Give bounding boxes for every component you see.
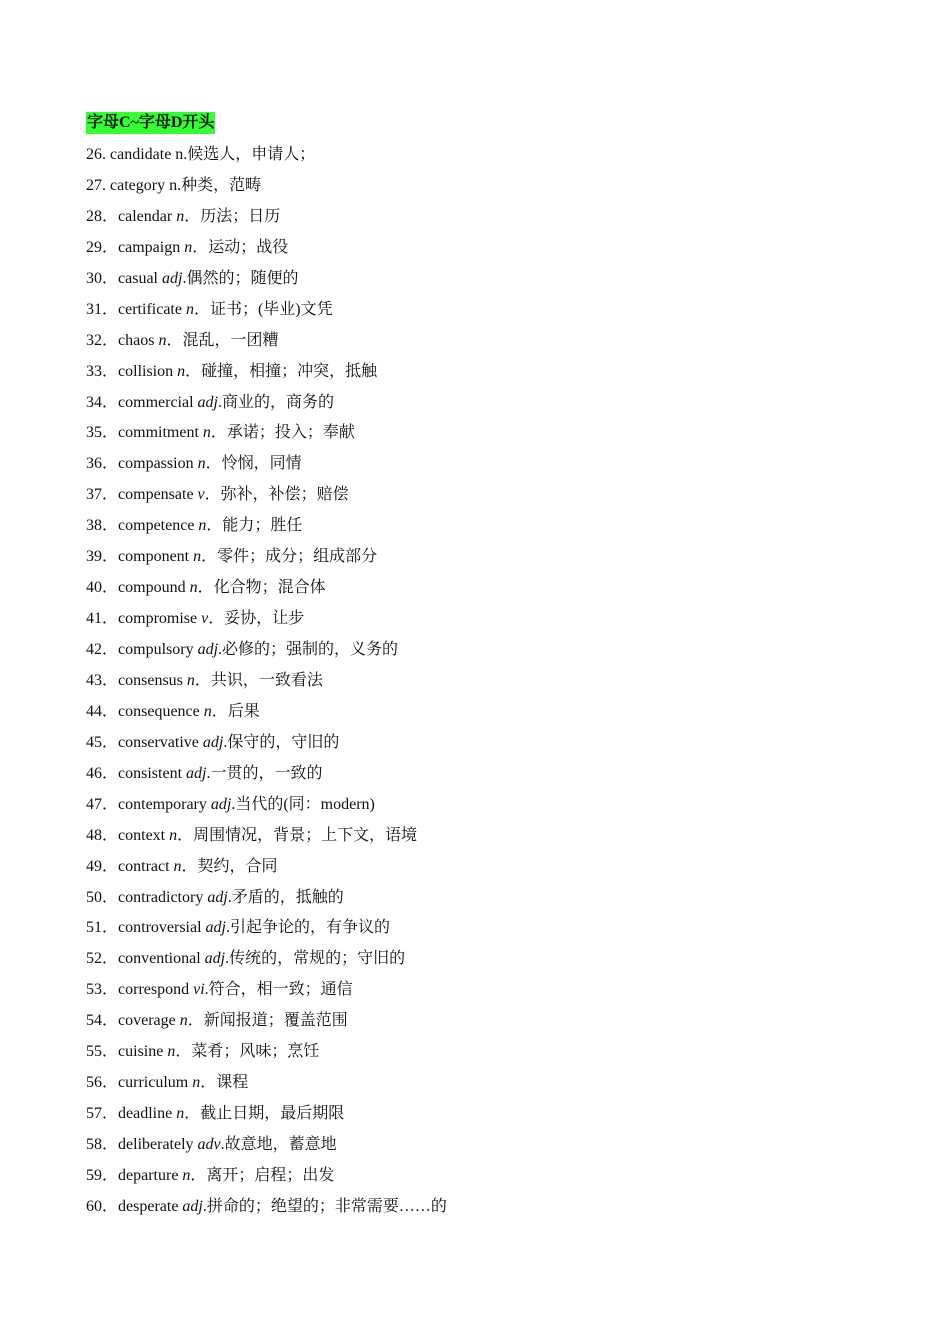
entry-part-of-speech: vi	[193, 981, 205, 999]
entry-number: 60．	[86, 1197, 119, 1215]
entry-word: compromise	[118, 610, 198, 628]
entry-part-of-speech: n.	[175, 146, 188, 163]
entry-part-of-speech: n	[158, 331, 167, 349]
entry-part-of-speech: n	[203, 702, 212, 720]
vocab-entry	[86, 917, 886, 939]
vocab-entry	[86, 670, 886, 692]
entry-part-of-speech: n	[167, 1043, 176, 1061]
entry-word: cuisine	[118, 1043, 164, 1061]
entry-number: 29．	[86, 238, 119, 256]
entry-number: 45．	[86, 733, 119, 751]
vocab-entry	[86, 299, 886, 321]
entry-number: 26.	[86, 146, 110, 163]
entry-part-of-speech: n	[176, 207, 185, 225]
entry-definition: ．妥协，让步	[208, 610, 305, 628]
entry-definition: 候选人，申请人；	[187, 146, 316, 163]
entry-definition: .偶然的；随便的	[182, 269, 299, 287]
entry-number: 44．	[86, 702, 119, 720]
entry-word: context	[118, 826, 166, 844]
entry-word: commitment	[118, 424, 199, 442]
vocab-entry	[86, 1134, 886, 1156]
entry-definition: .保守的，守旧的	[223, 733, 340, 751]
entry-word: deliberately	[118, 1136, 194, 1153]
vocab-entry	[86, 763, 886, 785]
entry-definition: .矛盾的，抵触的	[227, 888, 344, 906]
entry-number: 32．	[86, 331, 119, 349]
vocab-entry	[86, 361, 886, 383]
entry-part-of-speech: n	[179, 1012, 188, 1030]
entry-part-of-speech: n	[186, 671, 195, 689]
entry-word: conservative	[118, 733, 199, 751]
vocab-entry	[86, 732, 886, 754]
vocab-entry	[86, 1041, 886, 1063]
entry-definition: .拼命的；绝望的；非常需要……的	[202, 1197, 447, 1215]
entry-definition: ．历法；日历	[184, 207, 281, 225]
vocab-entry	[86, 330, 886, 352]
entry-definition: ．化合物；混合体	[197, 579, 326, 597]
entry-part-of-speech: adj	[186, 764, 207, 782]
entry-definition: .引起争论的，有争议的	[226, 919, 391, 937]
entry-definition: ．怜悯，同情	[205, 455, 302, 473]
entry-definition: .当代的(同：modern)	[231, 795, 375, 813]
entry-number: 43．	[86, 671, 119, 689]
entry-part-of-speech: n	[176, 1105, 185, 1123]
entry-number: 47．	[86, 795, 119, 813]
entry-number: 38．	[86, 517, 119, 535]
entry-definition: ．离开；启程；出发	[190, 1166, 335, 1184]
entry-definition: ．运动；战役	[192, 238, 289, 256]
entry-definition: .符合，相一致；通信	[204, 981, 353, 999]
entry-number: 52．	[86, 950, 119, 968]
entry-definition: ．零件；成分；组成部分	[201, 548, 378, 566]
entry-part-of-speech: n	[193, 548, 202, 566]
entry-word: departure	[118, 1166, 179, 1184]
entry-definition: .传统的，常规的；守旧的	[225, 950, 406, 968]
entry-word: contemporary	[118, 795, 207, 813]
entry-definition: ．课程	[200, 1074, 249, 1092]
vocab-entry	[86, 206, 886, 228]
entry-number: 53．	[86, 981, 119, 999]
entry-number: 31．	[86, 300, 119, 318]
entry-part-of-speech: n	[189, 579, 198, 597]
entry-word: casual	[118, 269, 158, 287]
vocab-entry	[86, 237, 886, 259]
vocab-entry	[86, 701, 886, 723]
entry-word: curriculum	[118, 1074, 189, 1092]
entry-word: coverage	[118, 1012, 176, 1030]
entry-definition: ．周围情况，背景；上下文，语境	[177, 826, 418, 844]
entry-definition: 种类，范畴	[181, 176, 262, 194]
entry-word: deadline	[118, 1105, 173, 1123]
vocab-entry	[86, 948, 886, 970]
entry-word: competence	[118, 517, 195, 535]
entry-definition: .一贯的，一致的	[206, 764, 323, 782]
vocab-entry	[86, 392, 886, 414]
entry-word: chaos	[118, 331, 155, 349]
entry-part-of-speech: adj	[162, 269, 183, 287]
entry-word: commercial	[118, 393, 194, 411]
vocab-entry	[86, 175, 886, 197]
vocab-entry	[86, 453, 886, 475]
entry-word: compassion	[118, 455, 194, 473]
entry-part-of-speech: n	[192, 1074, 201, 1092]
entry-word: controversial	[118, 919, 202, 937]
entry-part-of-speech: adj	[207, 888, 228, 906]
vocab-entry	[86, 887, 886, 909]
vocab-entry	[86, 422, 886, 444]
entry-part-of-speech: adj	[210, 795, 232, 813]
entry-part-of-speech: adj	[202, 733, 224, 751]
entry-definition: ．碰撞，相撞；冲突，抵触	[185, 362, 378, 380]
entry-definition: ．菜肴；风味；烹饪	[175, 1043, 320, 1061]
entry-definition: ．新闻报道；覆盖范围	[187, 1012, 348, 1030]
entry-part-of-speech: adj	[197, 641, 219, 658]
entry-part-of-speech: n	[202, 424, 211, 442]
entry-definition: ．后果	[211, 702, 260, 720]
entry-number: 40．	[86, 579, 119, 597]
vocab-entry	[86, 979, 886, 1001]
entry-word: calendar	[118, 207, 173, 225]
vocab-entry	[86, 144, 886, 166]
entry-definition: ．契约，合同	[181, 857, 278, 875]
entry-word: consensus	[118, 671, 183, 689]
entry-definition: ．证书；(毕业)文凭	[193, 300, 333, 318]
entry-word: compound	[118, 579, 186, 597]
entry-part-of-speech: n	[184, 238, 193, 256]
vocabulary-list	[86, 112, 886, 1227]
entry-part-of-speech: n	[169, 826, 178, 844]
vocab-entry	[86, 825, 886, 847]
entry-number: 59．	[86, 1166, 119, 1184]
entry-definition: .商业的，商务的	[217, 393, 334, 411]
entry-part-of-speech: n	[182, 1166, 191, 1184]
entry-number: 56．	[86, 1074, 119, 1092]
entry-number: 55．	[86, 1043, 119, 1061]
entry-word: collision	[118, 362, 174, 380]
entry-number: 50．	[86, 888, 119, 906]
section-heading: 字母C~字母D开头	[86, 112, 215, 134]
entry-word: consistent	[118, 764, 183, 782]
vocab-entry	[86, 1196, 886, 1218]
entry-definition: ．承诺；投入；奉献	[210, 424, 355, 442]
vocab-entry	[86, 577, 886, 599]
entry-definition: ．弥补，补偿；赔偿	[204, 486, 349, 504]
vocab-entry	[86, 608, 886, 630]
entry-part-of-speech: n	[177, 362, 186, 380]
entry-number: 57．	[86, 1105, 119, 1123]
entry-definition: ．共识，一致看法	[194, 671, 323, 689]
entry-part-of-speech: v	[197, 486, 205, 504]
entry-number: 34．	[86, 393, 119, 411]
entry-number: 51．	[86, 919, 119, 937]
entry-part-of-speech: adj	[205, 919, 226, 937]
entry-number: 33．	[86, 362, 119, 380]
vocab-entry	[86, 268, 886, 290]
entry-part-of-speech: n	[198, 517, 207, 535]
entry-word: certificate	[118, 300, 182, 318]
entry-part-of-speech: adj	[182, 1197, 203, 1215]
entry-number: 30．	[86, 269, 119, 287]
entry-part-of-speech: adv	[197, 1136, 221, 1153]
entry-part-of-speech: n	[185, 300, 194, 318]
entry-part-of-speech: n	[173, 857, 182, 875]
entry-part-of-speech: adj	[204, 950, 226, 968]
entry-number: 42．	[86, 641, 119, 658]
vocab-entry	[86, 794, 886, 816]
entry-list	[86, 144, 886, 1218]
entry-word: desperate	[118, 1197, 179, 1215]
vocab-entry	[86, 546, 886, 568]
entry-part-of-speech: v	[201, 610, 209, 628]
entry-word: candidate	[110, 146, 172, 163]
vocab-entry	[86, 1103, 886, 1125]
vocab-entry	[86, 484, 886, 506]
entry-word: category	[110, 176, 166, 194]
entry-definition: ．能力；胜任	[206, 517, 303, 535]
entry-word: correspond	[118, 981, 190, 999]
vocab-entry	[86, 1165, 886, 1187]
vocab-entry	[86, 1072, 886, 1094]
entry-number: 37．	[86, 486, 119, 504]
entry-definition: ．混乱，一团糟	[166, 331, 279, 349]
entry-part-of-speech: n.	[169, 176, 182, 194]
entry-number: 49．	[86, 857, 119, 875]
entry-number: 36．	[86, 455, 119, 473]
entry-number: 46．	[86, 764, 119, 782]
entry-number: 27.	[86, 176, 110, 194]
entry-word: consequence	[118, 702, 200, 720]
entry-word: component	[118, 548, 190, 566]
entry-definition: ．截止日期，最后期限	[184, 1105, 345, 1123]
entry-word: campaign	[118, 238, 181, 256]
entry-part-of-speech: n	[197, 455, 206, 473]
entry-word: conventional	[118, 950, 201, 968]
vocab-entry	[86, 639, 886, 661]
vocab-entry	[86, 856, 886, 878]
entry-word: compulsory	[118, 641, 194, 658]
entry-number: 28．	[86, 207, 119, 225]
entry-number: 35．	[86, 424, 119, 442]
entry-number: 54．	[86, 1012, 119, 1030]
entry-word: compensate	[118, 486, 194, 504]
entry-number: 39．	[86, 548, 119, 566]
entry-number: 41．	[86, 610, 119, 628]
entry-word: contract	[118, 857, 170, 875]
entry-part-of-speech: adj	[197, 393, 218, 411]
entry-definition: .必修的；强制的，义务的	[218, 641, 399, 658]
entry-word: contradictory	[118, 888, 204, 906]
vocab-entry	[86, 1010, 886, 1032]
entry-number: 58．	[86, 1136, 119, 1153]
entry-definition: .故意地，蓄意地	[220, 1136, 337, 1153]
entry-number: 48．	[86, 826, 119, 844]
vocab-entry	[86, 515, 886, 537]
